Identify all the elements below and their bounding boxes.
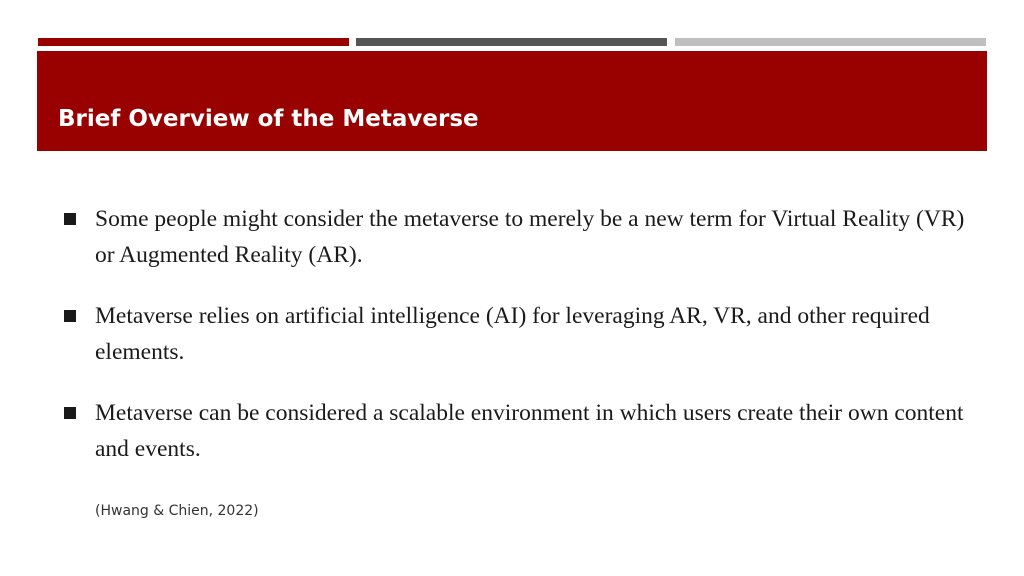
bullet-text: Metaverse relies on artificial intelligence (AI) for leveraging AR, VR, and other required elements. — [95, 303, 930, 365]
bullet-list — [64, 201, 974, 492]
bullet-item — [64, 201, 974, 273]
square-bullet-icon — [64, 213, 76, 225]
bullet-text: Metaverse can be considered a scalable environment in which users create their own content and events. — [95, 400, 964, 462]
square-bullet-icon — [64, 407, 76, 419]
title-band — [37, 51, 987, 151]
square-bullet-icon — [64, 310, 76, 322]
accent-bar-light-gray — [675, 38, 986, 46]
accent-bar-red — [38, 38, 349, 46]
slide-title: Brief Overview of the Metaverse — [58, 106, 479, 132]
bullet-item — [64, 395, 974, 467]
bullet-item — [64, 298, 974, 370]
accent-bar-dark-gray — [356, 38, 667, 46]
citation: (Hwang & Chien, 2022) — [95, 503, 259, 519]
bullet-text: Some people might consider the metaverse to merely be a new term for Virtual Reality (VR) or Augmented Reality (AR). — [95, 206, 965, 268]
